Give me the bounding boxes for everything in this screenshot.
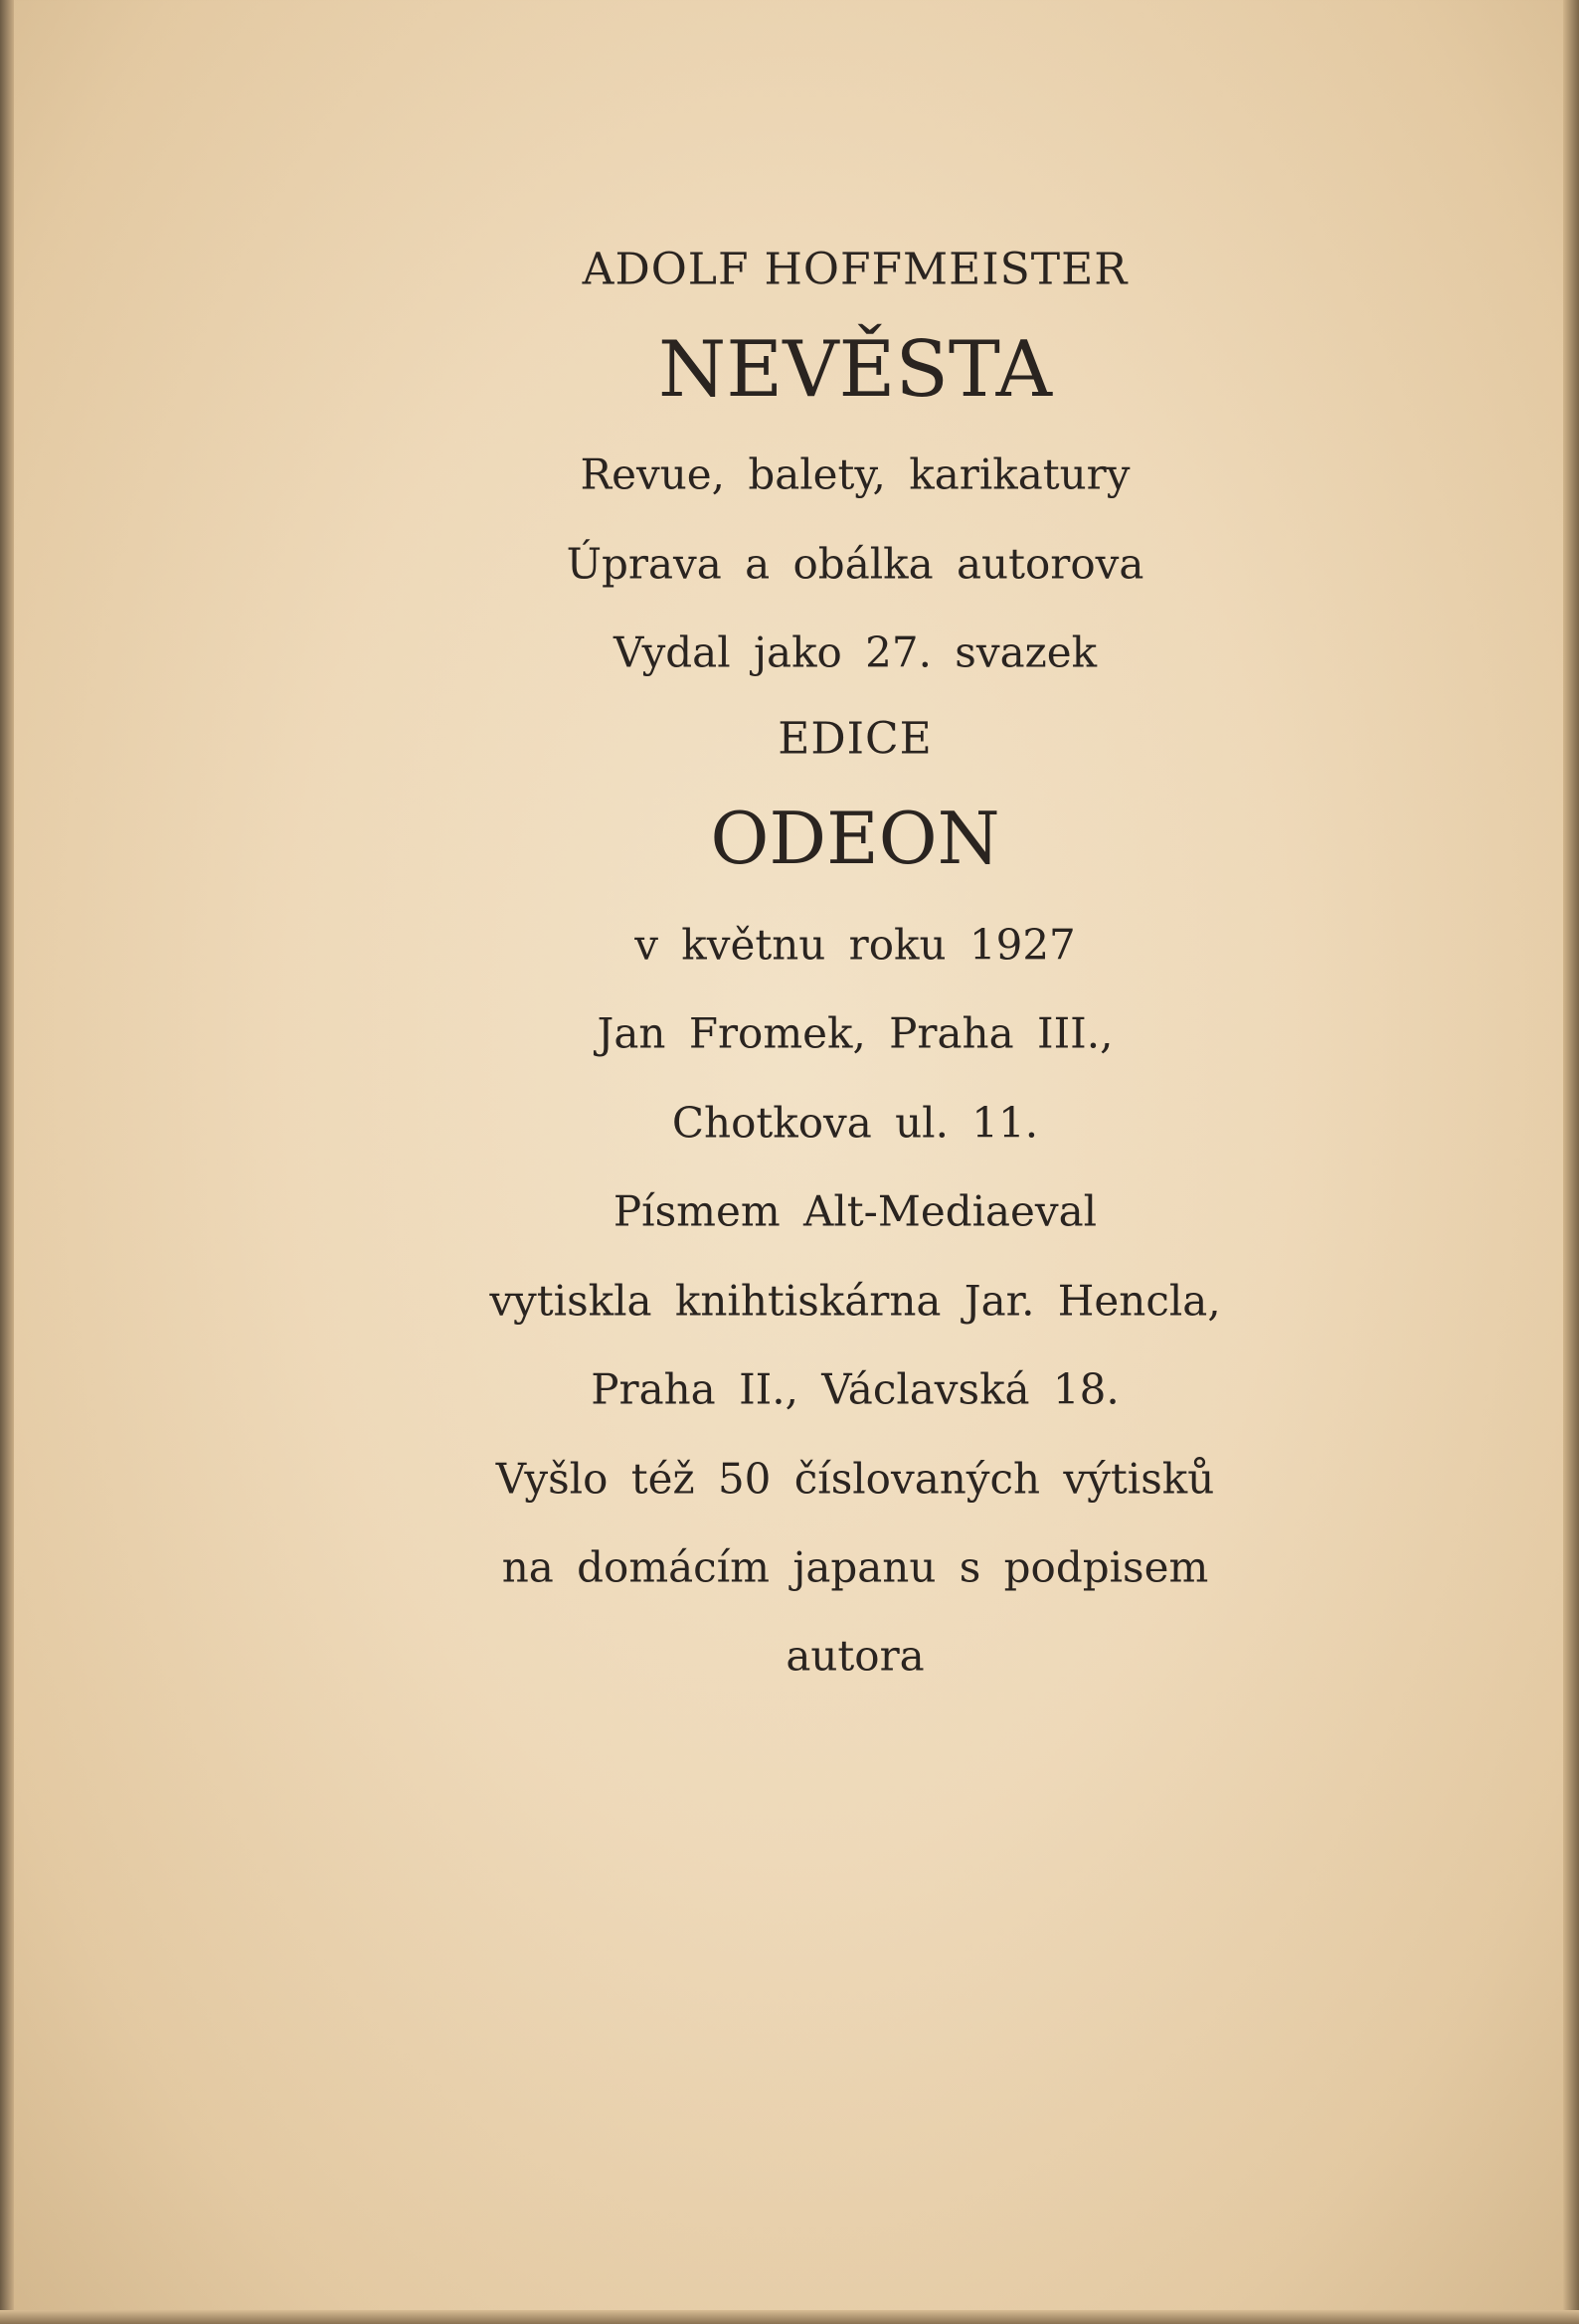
volume-note: Vydal jako 27. svazek: [613, 627, 1098, 677]
edition-label: EDICE: [778, 713, 933, 765]
edition-name: ODEON: [710, 797, 1000, 880]
numbered-edition-line-3: autora: [786, 1631, 925, 1681]
printer: vytiskla knihtiskárna Jar. Hencla,: [489, 1276, 1221, 1326]
printer-address: Praha II., Václavská 18.: [591, 1364, 1120, 1414]
book-title: NEVĚSTA: [658, 325, 1052, 415]
page-edge-bottom: [0, 2310, 1579, 2324]
subtitle: Revue, balety, karikatury: [580, 449, 1131, 499]
publisher-address: Chotkova ul. 11.: [671, 1098, 1039, 1148]
publisher: Jan Fromek, Praha III.,: [597, 1008, 1114, 1058]
design-credit: Úprava a obálka autorova: [566, 539, 1144, 589]
author-name: ADOLF HOFFMEISTER: [582, 244, 1129, 295]
typeface-note: Písmem Alt-Mediaeval: [613, 1186, 1098, 1236]
numbered-edition-line-1: Vyšlo též 50 číslovaných výtisků: [495, 1454, 1215, 1504]
numbered-edition-line-2: na domácím japanu s podpisem: [501, 1542, 1209, 1592]
publication-date: v květnu roku 1927: [634, 920, 1076, 970]
